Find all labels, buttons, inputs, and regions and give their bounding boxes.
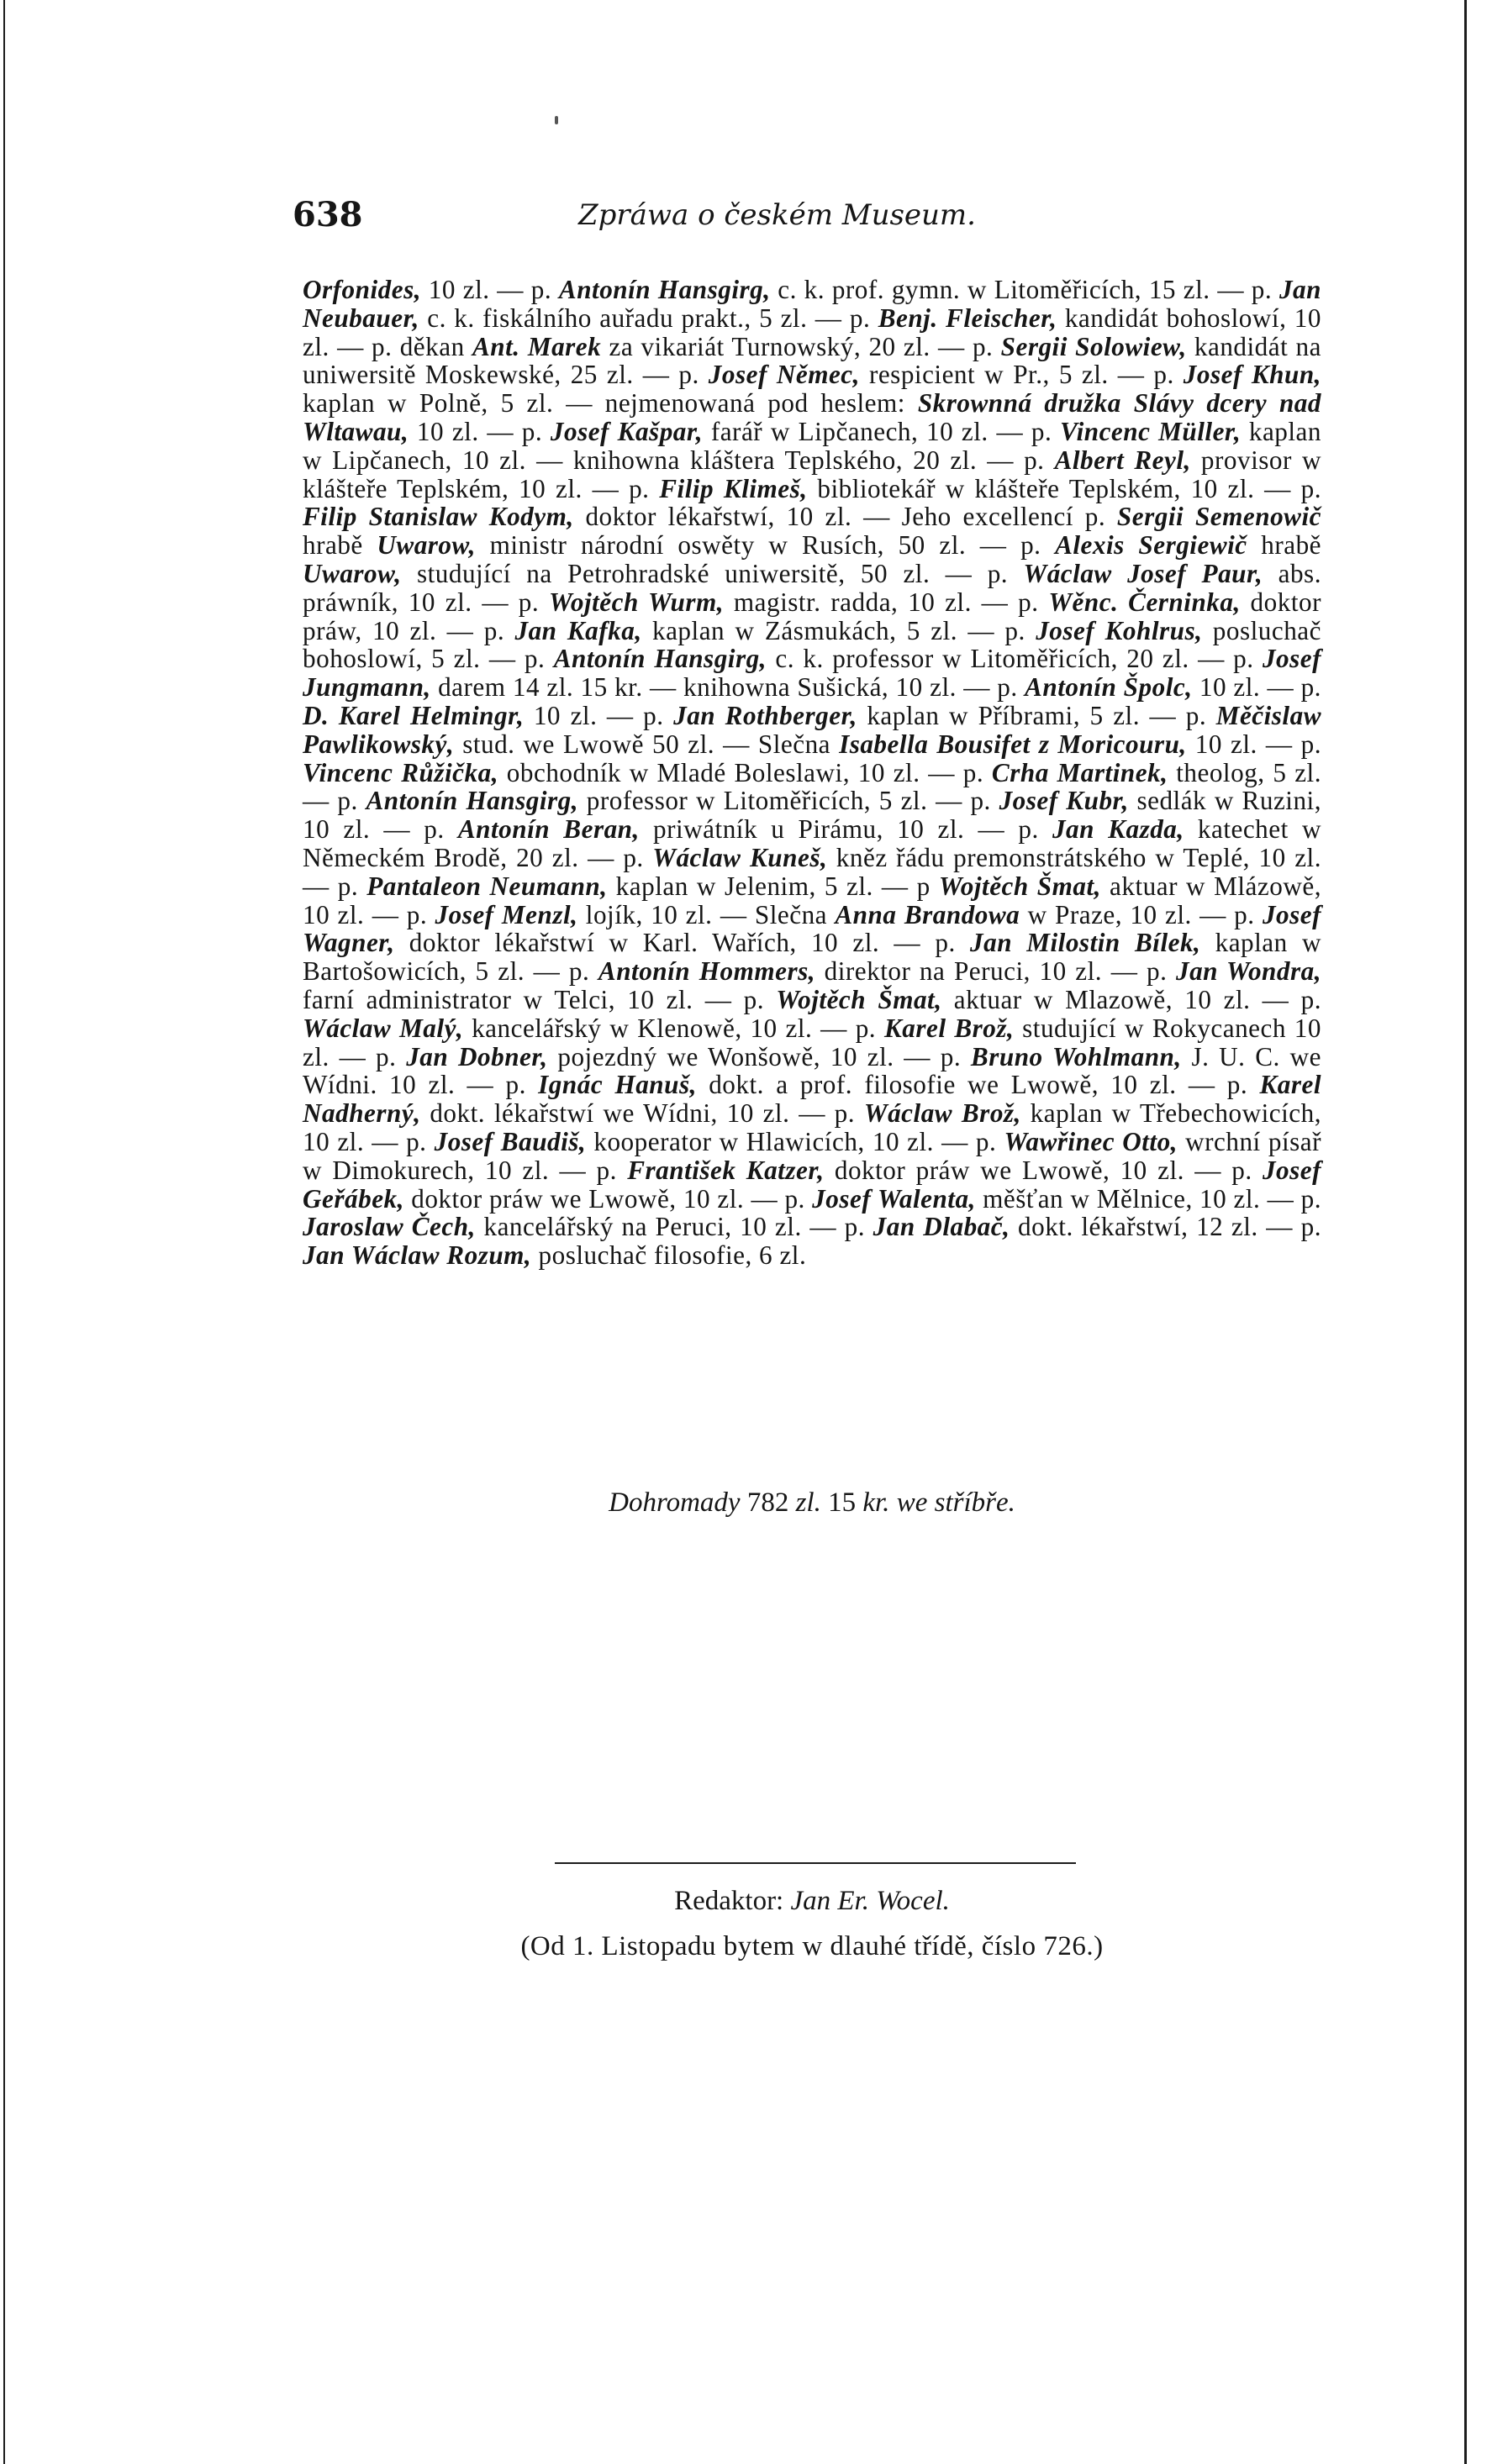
donor-name: Wěnc. Černinka,	[1048, 587, 1241, 617]
donor-name: Anna Brandowa	[835, 899, 1020, 929]
donor-detail: kandidát na uniwersitě Moskewské, 25 zl. — p.	[303, 331, 1321, 390]
donor-name: Josef Khun,	[1183, 360, 1321, 390]
donor-detail: doktor práw we Lwowě, 10 zl. — p.	[824, 1155, 1263, 1185]
donor-detail: farář w Lipčanech, 10 zl. — p.	[703, 416, 1060, 446]
donor-detail: direktor na Peruci, 10 zl. — p.	[815, 956, 1176, 987]
donor-detail: doktor lékařstwí, 10 zl. — Jeho excellencí p.	[573, 502, 1117, 532]
donor-detail: za vikariát Turnowský, 20 zl. — p.	[601, 331, 1001, 361]
donor-detail: c. k. professor w Litoměřicích, 20 zl. — p.	[766, 644, 1263, 674]
donor-detail: kaplan w Bartošowicích, 5 zl. — p.	[303, 928, 1321, 987]
donor-detail: kaplan w Třebechowicích, 10 zl. — p.	[303, 1098, 1322, 1156]
donor-name: Wáclaw Malý,	[303, 1013, 464, 1043]
donor-detail: studující w Rokycanech 10 zl. — p.	[303, 1013, 1321, 1071]
donor-detail: doktor práw we Lwowě, 10 zl. — p.	[403, 1183, 813, 1214]
donor-name: Benj. Fleischer,	[878, 303, 1057, 333]
donor-name: Jan Kazda,	[1052, 814, 1184, 845]
donor-name: Orfonides,	[303, 275, 422, 304]
donor-name: Ignác Hanuš,	[538, 1070, 697, 1100]
donor-name: D. Karel Helmingr,	[303, 700, 525, 730]
editor-line	[303, 1886, 1321, 1917]
donor-detail: 10 zl. — p.	[1192, 672, 1321, 703]
donor-detail: c. k. fiskálního auřadu prakt., 5 zl. — p.	[419, 303, 878, 333]
donor-detail: ministr národní oswěty w Rusích, 50 zl. — p.	[475, 530, 1056, 561]
donor-detail: darem 14 zl. 15 kr. — knihowna Sušická, 10 zl. — p.	[430, 672, 1025, 703]
donor-name: Antonín Hommers,	[598, 956, 816, 987]
donor-detail: dokt. lékařstwí we Wídni, 10 zl. — p.	[420, 1098, 864, 1129]
donor-name: Wáclaw Josef Paur,	[1023, 558, 1263, 588]
donor-name: Josef Jungmann,	[303, 644, 1322, 703]
scan-speck	[555, 116, 558, 124]
donor-name: Antonín Špolc,	[1025, 672, 1193, 703]
donor-name: Ant. Marek	[472, 331, 602, 361]
donor-detail: měšťan w Mělnice, 10 zl. — p.	[975, 1183, 1322, 1214]
donor-detail: aktuar w Mlazowě, 10 zl. — p.	[941, 984, 1321, 1014]
running-title: Zpráwa o českém Museum.	[578, 198, 976, 232]
donor-name: Jaroslaw Čech,	[303, 1212, 476, 1242]
donor-detail: kaplan w Zásmukách, 5 zl. — p.	[641, 615, 1036, 645]
donor-name: Karel Nadherný,	[303, 1070, 1321, 1129]
donor-detail: abs. práwník, 10 zl. — p.	[303, 558, 1321, 617]
donor-detail: respicient w Pr., 5 zl. — p.	[859, 360, 1184, 390]
editor-name: Jan Er. Wocel.	[790, 1886, 950, 1916]
donor-name: Wojtěch Šmat,	[938, 871, 1101, 901]
running-head	[293, 195, 1200, 237]
scan-edge-left	[3, 0, 5, 2464]
donor-detail: hrabě	[303, 530, 377, 561]
editor-address: (Od 1. Listopadu bytem w dlauhé třídě, číslo 726.)	[520, 1931, 1104, 1961]
donor-name: Albert Reyl,	[1054, 445, 1191, 475]
donor-name: Wáclaw Kuneš,	[652, 842, 828, 872]
donor-detail: kaplan w Jelenim, 5 zl. — p	[607, 871, 939, 901]
donor-name: Antonín Hansgirg,	[553, 644, 767, 674]
donor-name: Jan Dobner,	[406, 1041, 548, 1071]
donor-name: Josef Němec,	[708, 360, 860, 390]
donor-name: Jan Kafka,	[514, 615, 642, 645]
donor-detail: dokt. a prof. filosofie we Lwowě, 10 zl. — p.	[696, 1070, 1260, 1100]
donor-detail: 10 zl. — p.	[409, 416, 551, 446]
total-amount-kr: 15	[828, 1487, 857, 1518]
donor-name: Antonín Hansgirg,	[558, 275, 771, 304]
donor-detail: kancelářský na Peruci, 10 zl. — p.	[475, 1212, 873, 1242]
donor-detail: aktuar w Mlázowě, 10 zl. — p.	[303, 871, 1321, 929]
donor-detail: kancelářský w Klenowě, 10 zl. — p.	[463, 1013, 884, 1043]
donor-name: Karel Brož,	[883, 1013, 1015, 1043]
donor-detail: katechet w Německém Brodě, 20 zl. — p.	[303, 814, 1321, 872]
donor-name: Josef Kašpar,	[550, 416, 704, 446]
donor-name: Alexis Sergiewič	[1055, 530, 1247, 561]
donor-detail: dokt. lékařstwí, 12 zl. — p.	[1010, 1212, 1321, 1242]
donor-name: Wojtěch Šmat,	[776, 984, 942, 1014]
donor-name: Sergii Solowiew,	[1000, 331, 1187, 361]
donor-name: Skrownná družka Slávy dcery nad Wltawau,	[303, 388, 1321, 446]
donor-detail: 10 zl. — p.	[1186, 729, 1321, 759]
donor-detail: professor w Litoměřicích, 5 zl. — p.	[578, 786, 999, 816]
donor-detail: obchodník w Mladé Boleslawi, 10 zl. — p.	[498, 757, 992, 787]
donor-name: Sergii Semenowič	[1116, 502, 1321, 532]
donor-name: Isabella Bousifet z Moricouru,	[839, 729, 1187, 759]
donor-detail: 10 zl. — p.	[421, 275, 559, 304]
donor-name: Filip Klimeš,	[659, 473, 808, 503]
donor-name: Vincenc Müller,	[1059, 416, 1242, 446]
total-unit-kr: kr.	[862, 1487, 890, 1518]
donor-name: Jan Wondra,	[1175, 956, 1322, 987]
donor-name: Měčislaw Pawlikowský,	[303, 700, 1321, 759]
donor-detail: bibliotekář w klášteře Teplském, 10 zl. — p.	[807, 473, 1321, 503]
donor-detail: magistr. radda, 10 zl. — p.	[724, 587, 1049, 617]
donor-name: Josef Wagner,	[303, 899, 1321, 958]
donor-list-text	[303, 276, 1321, 1270]
donor-name: František Katzer,	[627, 1155, 825, 1185]
donor-detail: posluchač bohoslowí, 5 zl. — p.	[303, 615, 1321, 674]
donor-name: Pantaleon Neumann,	[366, 871, 608, 901]
donor-name: Josef Menzl,	[435, 899, 578, 929]
donor-name: Jan Rothberger,	[673, 700, 857, 730]
donor-detail: kooperator w Hlawicích, 10 zl. — p.	[586, 1126, 1004, 1156]
donor-detail: hrabě	[1247, 530, 1322, 561]
donor-detail: c. k. prof. gymn. w Litoměřicích, 15 zl. — p.	[770, 275, 1279, 304]
editor-label: Redaktor:	[674, 1886, 784, 1916]
donor-detail: priwátník u Pirámu, 10 zl. — p.	[639, 814, 1052, 845]
donor-detail: pojezdný we Wonšowě, 10 zl. — p.	[547, 1041, 971, 1071]
donor-name: Wojtěch Wurm,	[548, 587, 725, 617]
donor-name: Filip Stanislaw Kodym,	[303, 502, 574, 532]
donor-name: Wáclaw Brož,	[863, 1098, 1021, 1129]
donor-detail: sedlák w Ruzini, 10 zl. — p.	[303, 786, 1322, 845]
donor-name: Vincenc Růžička,	[303, 757, 499, 787]
donor-name: Uwarow,	[303, 558, 402, 588]
donor-name: Bruno Wohlmann,	[970, 1041, 1182, 1071]
total-currency: we stříbře.	[896, 1487, 1015, 1518]
donor-detail: doktor lékařstwí w Karl. Wařích, 10 zl. — p.	[394, 928, 970, 958]
donor-name: Jan Wáclaw Rozum,	[303, 1240, 532, 1271]
donor-detail: doktor práw, 10 zl. — p.	[303, 587, 1321, 645]
footer-rule	[555, 1862, 1076, 1864]
scan-edge-right	[1464, 0, 1467, 2464]
donor-name: Josef Kubr,	[999, 786, 1129, 816]
donor-detail: provisor w klášteře Teplském, 10 zl. — p.	[303, 445, 1321, 503]
donor-detail: 10 zl. — p.	[524, 700, 674, 730]
donor-name: Josef Walenta,	[812, 1183, 976, 1214]
donor-detail: lojík, 10 zl. — Slečna	[577, 899, 836, 929]
donor-name: Josef Baudiš,	[434, 1126, 587, 1156]
donor-name: Antonín Hansgirg,	[366, 786, 579, 816]
donor-name: Uwarow,	[377, 530, 476, 561]
page-number: 638	[293, 195, 363, 234]
donor-detail: stud. we Lwowě 50 zl. — Slečna	[454, 729, 840, 759]
total-amount: 782	[746, 1487, 789, 1518]
donor-name: Jan Milostin Bílek,	[970, 928, 1201, 958]
total-line	[303, 1487, 1321, 1519]
donor-name: Josef Geřábek,	[303, 1155, 1321, 1214]
donor-name: Crha Martinek,	[991, 757, 1168, 787]
donor-detail: farní administrator w Telci, 10 zl. — p.	[303, 984, 777, 1014]
donor-detail: studující na Petrohradské uniwersitě, 50 zl. — p.	[401, 558, 1024, 588]
donor-list-paragraph	[303, 276, 1321, 1270]
donor-name: Wawřinec Otto,	[1004, 1126, 1178, 1156]
donor-name: Jan Dlabač,	[873, 1212, 1010, 1242]
donor-detail: kaplan w Lipčanech, 10 zl. — knihowna kláštera Teplského, 20 zl. — p.	[303, 416, 1321, 475]
donor-detail: kněz řádu premonstrátského w Teplé, 10 zl. — p.	[303, 842, 1322, 901]
donor-name: Antonín Beran,	[457, 814, 640, 845]
donor-detail: theolog, 5 zl. — p.	[303, 757, 1322, 816]
total-unit-zl: zl.	[795, 1487, 821, 1518]
donor-detail: J. U. C. we Wídni. 10 zl. — p.	[303, 1041, 1321, 1100]
donor-detail: kaplan w Polně, 5 zl. — nejmenowaná pod heslem:	[303, 388, 918, 419]
donor-detail: posluchač filosofie, 6 zl.	[531, 1240, 807, 1271]
donor-name: Josef Kohlrus,	[1036, 615, 1203, 645]
donor-name: Jan Neubauer,	[303, 275, 1321, 333]
total-label: Dohromady	[609, 1487, 741, 1518]
donor-detail: kandidát bohoslowí, 10 zl. — p. děkan	[303, 303, 1321, 361]
donor-detail: kaplan w Příbrami, 5 zl. — p.	[857, 700, 1216, 730]
donor-detail: wrchní písař w Dimokurech, 10 zl. — p.	[303, 1126, 1321, 1185]
donor-detail: w Praze, 10 zl. — p.	[1020, 899, 1263, 929]
